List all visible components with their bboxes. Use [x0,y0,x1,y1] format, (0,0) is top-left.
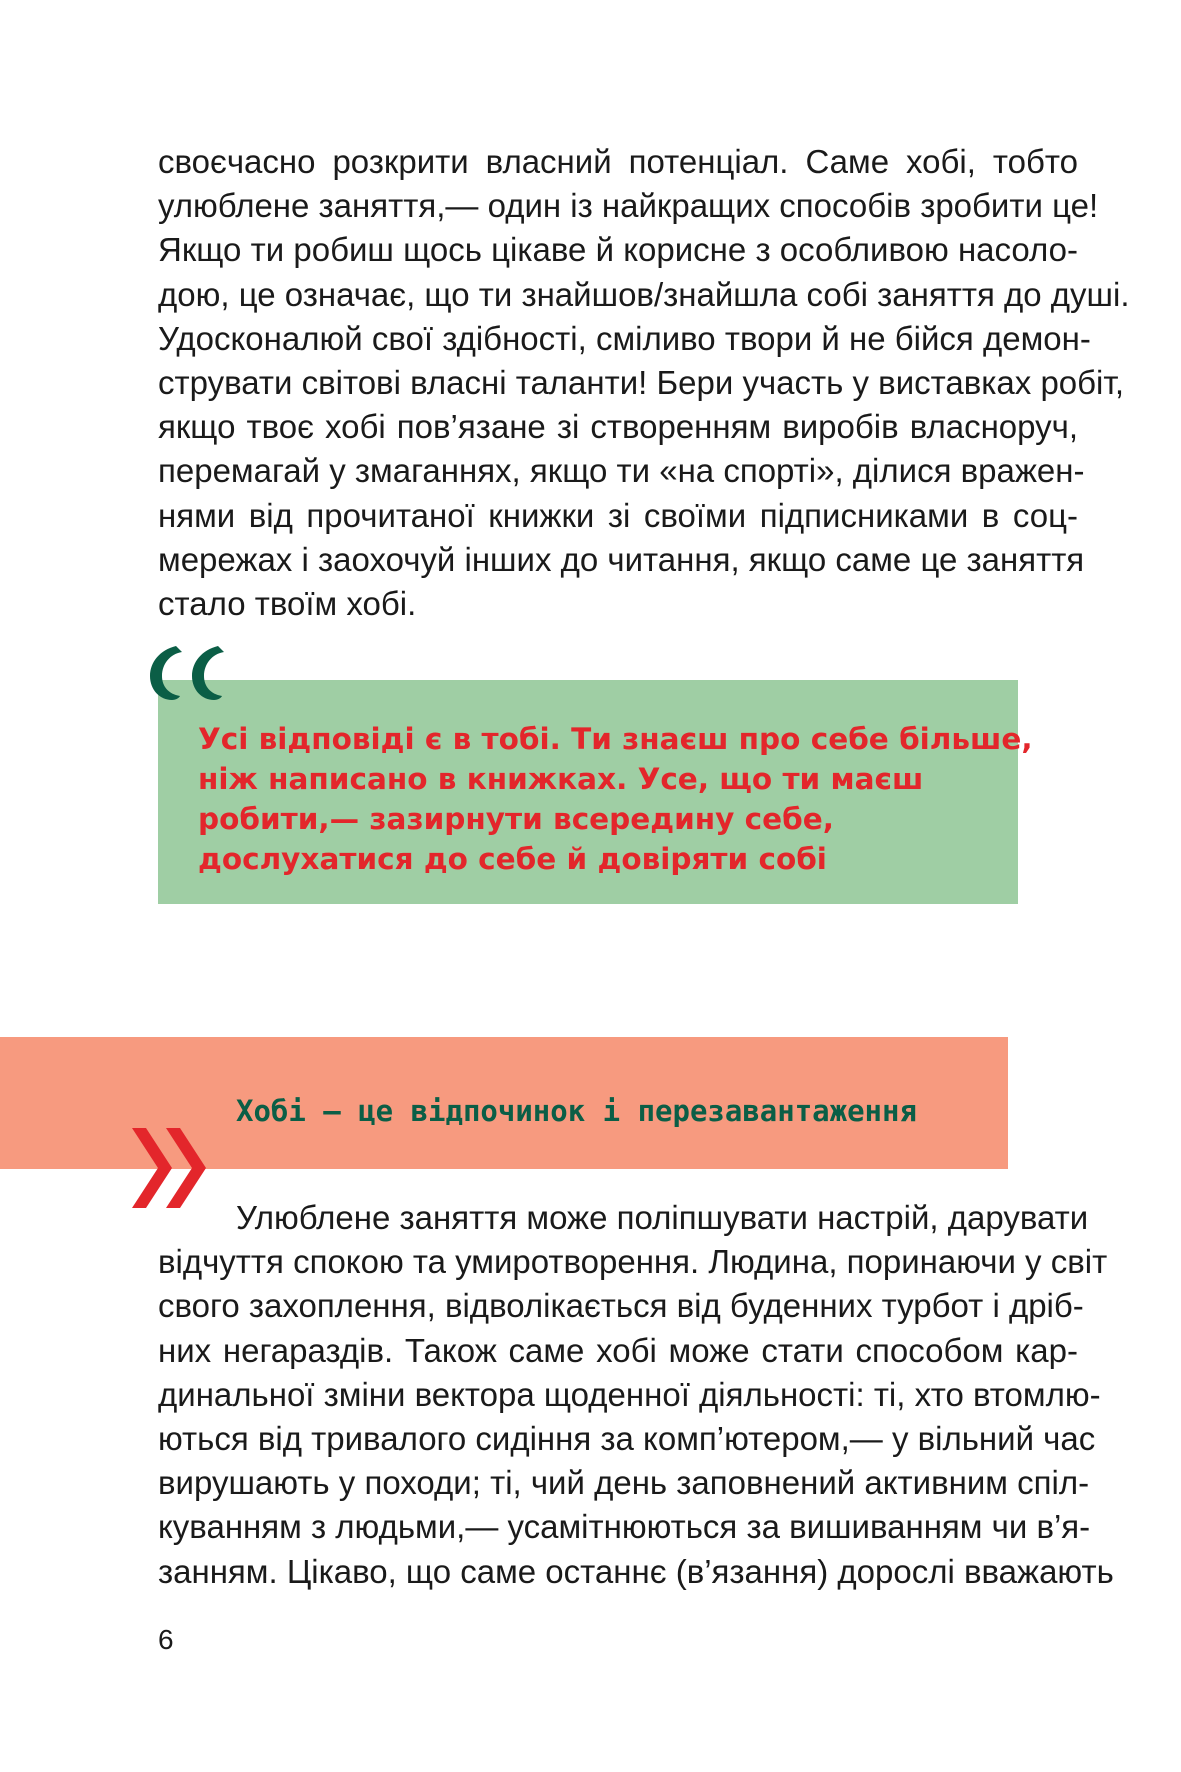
paragraph-line: нями від прочитаної книжки зі своїми підписниками в соц- [158,496,1078,534]
paragraph-line: Улюблене заняття може поліпшувати настрій, дарувати [236,1199,1089,1236]
paragraph-line: відчуття спокою та умиротворення. Людина, поринаючи у світ [158,1243,1108,1281]
quote-box [158,680,1033,904]
quote-text [198,719,1033,879]
intro-paragraph [158,140,1130,626]
section-paragraph [158,1196,1114,1594]
paragraph-line: вирушають у походи; ті, чий день заповнений активним спіл- [158,1464,1090,1502]
paragraph-line: занням. Цікаво, що саме останнє (в’язання) дорослі вважають [158,1552,1114,1590]
paragraph-line: улюблене заняття,— один із найкращих способів зробити це! [158,187,1099,225]
paragraph-line: них негараздів. Також саме хобі може стати способом кар- [158,1331,1078,1369]
paragraph-line: перемагай у змаганнях, якщо ти «на спорті», ділися вражен- [158,452,1085,490]
paragraph-line: ються від тривалого сидіння за комп’ютером,— у вільний час [158,1420,1096,1458]
paragraph-line: стало твоїм хобі. [158,585,417,623]
paragraph-line: динальної зміни вектора щоденної діяльності: ті, хто втомлю- [158,1375,1101,1413]
opening-quote-icon [146,640,230,706]
section-title: Хобі — це відпочинок і перезавантаження [236,1094,917,1128]
paragraph-line: Удосконалюй свої здібності, сміливо твори й не бійся демон- [158,319,1091,357]
paragraph-line: свого захоплення, відволікається від буденних турбот і дріб- [158,1287,1084,1325]
paragraph-line: дою, це означає, що ти знайшов/знайшла собі заняття до душі. [158,275,1130,313]
paragraph-line: струвати світові власні таланти! Бери участь у виставках робіт, [158,364,1125,402]
paragraph-line: мережах і заохочуй інших до читання, якщо саме це заняття [158,540,1085,578]
page-number: 6 [158,1624,174,1655]
paragraph-line: Якщо ти робиш щось цікаве й корисне з особливою насоло- [158,231,1078,269]
quote-line: дослухатися до себе й довіряти собі [198,842,827,876]
paragraph-line: своєчасно розкрити власний потенціал. Саме хобі, тобто [158,143,1078,180]
paragraph-line: куванням з людьми,— усамітнюються за вишиванням чи в’я- [158,1508,1091,1546]
quote-line: ніж написано в книжках. Усе, що ти маєш [198,762,924,796]
quote-line: робити,— зазирнути всередину себе, [198,802,834,836]
paragraph-line: якщо твоє хобі пов’язане зі створенням виробів власноруч, [158,408,1078,446]
quote-line: Усі відповіді є в тобі. Ти знаєш про себе більше, [198,722,1033,756]
